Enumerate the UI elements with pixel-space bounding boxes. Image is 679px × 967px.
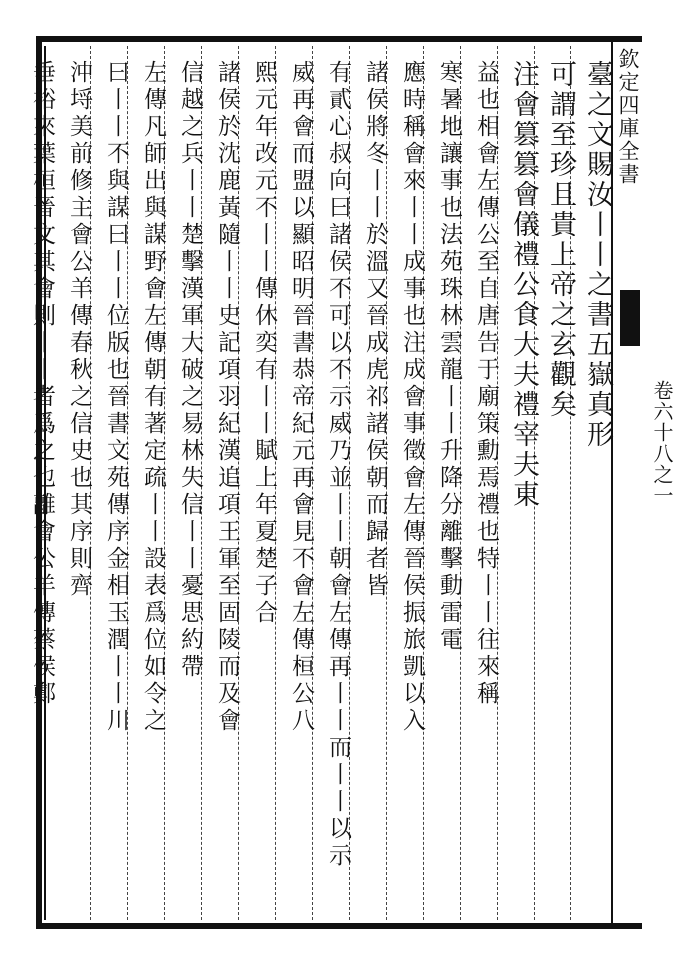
text-column-3: 注會篡篡會儀禮公食大夫禮宰夫東 [508, 60, 539, 510]
text-column-7: 諸侯將冬丨丨於溫又晉成虎祁諸侯朝而歸者皆 [362, 60, 388, 600]
book-title-header: 欽定四庫全書 [616, 48, 640, 186]
text-column-9: 威再會而盟以顯昭明晉書恭帝紀元再會見不會左傳桓公八 [288, 60, 314, 735]
text-column-1: 臺之文賜汝丨丨之書五嶽真形 [582, 60, 613, 450]
text-column-13: 左傳凡師出與謀野會左傳朝有著定疏丨丨設表爲位如令之 [140, 60, 166, 735]
text-column-12: 信越之兵丨丨楚擊漢軍大破之易林失信丨丨憂思約帶 [177, 60, 203, 681]
text-column-10: 熙元年改元不丨丨傳休奕有丨丨賦上年夏楚子合 [251, 60, 277, 627]
text-column-11: 諸侯於沈鹿黃隨丨丨史記項羽紀漢追項王軍至固陵而及會 [214, 60, 240, 735]
text-column-15: 沖埒美前修主會公羊傳春秋之信史也其序則齊 [66, 60, 92, 600]
text-column-5: 寒暑地讓事也法苑珠林雲龍丨丨升降分離擊動雷電 [436, 60, 462, 654]
text-column-2: 可謂至珍且貴上帝之玄觀矣 [545, 60, 576, 420]
text-column-6: 應時稱會來丨丨成事也注成會事徵會左傳晉侯振旅凱以入 [399, 60, 425, 735]
fold-mark [620, 290, 640, 346]
text-column-4: 益也相會左傳公至自唐告于廟策勳焉禮也特丨丨往來稱 [473, 60, 499, 708]
text-column-8: 有貳心叔向曰諸侯不可以不示威乃並丨丨朝會左傳再丨丨而丨丨以示 [325, 60, 351, 870]
text-column-14: 曰丨丨不與謀曰丨丨位版也晉書文苑傳序金相玉潤丨丨川 [103, 60, 129, 735]
text-column-16: 垂裕來葉桓晉文其會則丨丨者爲之也離會公羊傳蔡侯鄭 [29, 60, 55, 708]
juan-number: 卷六十八之一 [650, 380, 674, 506]
